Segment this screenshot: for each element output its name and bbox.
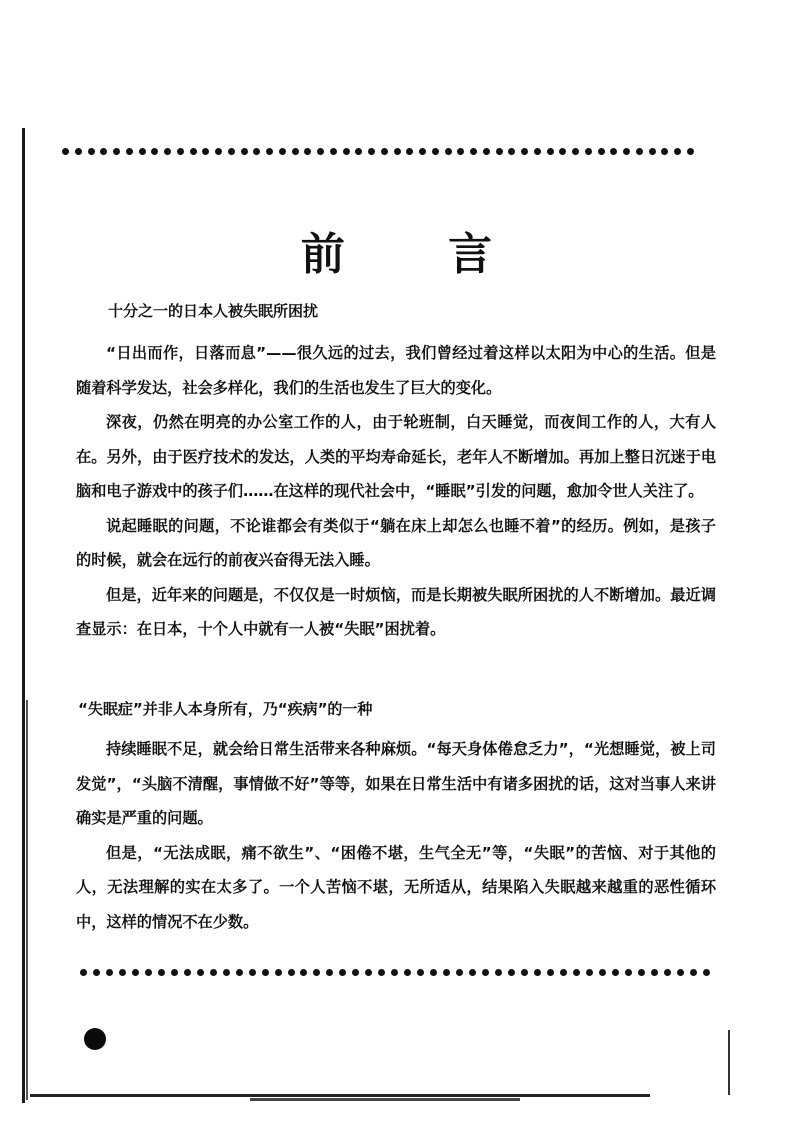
- divider-dot: [406, 148, 413, 155]
- section2-body: [76, 732, 716, 939]
- divider-dot: [638, 969, 645, 976]
- divider-dot: [612, 969, 619, 976]
- divider-dot: [417, 969, 424, 976]
- divider-dot: [292, 148, 299, 155]
- divider-dot: [610, 148, 617, 155]
- divider-dot: [547, 148, 554, 155]
- divider-dot: [317, 148, 324, 155]
- divider-dot: [482, 969, 489, 976]
- divider-dot: [636, 148, 643, 155]
- divider-dot: [560, 969, 567, 976]
- divider-dot: [470, 148, 477, 155]
- divider-dot: [586, 969, 593, 976]
- divider-dot: [132, 969, 139, 976]
- divider-dot: [210, 969, 217, 976]
- divider-dot: [228, 148, 235, 155]
- divider-dot: [419, 148, 426, 155]
- divider-dot: [326, 969, 333, 976]
- divider-dot: [80, 969, 87, 976]
- divider-dot: [457, 148, 464, 155]
- divider-dot: [404, 969, 411, 976]
- divider-dot: [151, 148, 158, 155]
- divider-dot: [236, 969, 243, 976]
- divider-dot: [365, 969, 372, 976]
- bottom-dot-divider: [80, 967, 710, 977]
- divider-dot: [215, 148, 222, 155]
- divider-dot: [262, 969, 269, 976]
- divider-dot: [677, 969, 684, 976]
- divider-dot: [241, 148, 248, 155]
- divider-dot: [352, 969, 359, 976]
- divider-dot: [88, 148, 95, 155]
- divider-dot: [378, 969, 385, 976]
- top-dot-divider: [62, 146, 694, 156]
- divider-dot: [330, 148, 337, 155]
- page-title: 前 言: [300, 229, 537, 280]
- divider-dot: [139, 148, 146, 155]
- divider-dot: [649, 148, 656, 155]
- divider-dot: [113, 148, 120, 155]
- divider-dot: [559, 148, 566, 155]
- divider-dot: [381, 148, 388, 155]
- divider-dot: [100, 148, 107, 155]
- page-edge-bottom-shadow: [250, 1098, 520, 1101]
- divider-dot: [495, 969, 502, 976]
- divider-dot: [62, 148, 69, 155]
- divider-dot: [266, 148, 273, 155]
- page-corner-dot: [84, 1028, 106, 1050]
- divider-dot: [456, 969, 463, 976]
- section2-heading: “失眠症”并非人本身所有，乃“疾病”的一种: [78, 700, 373, 718]
- divider-dot: [288, 969, 295, 976]
- divider-dot: [443, 969, 450, 976]
- divider-dot: [177, 148, 184, 155]
- divider-dot: [432, 148, 439, 155]
- divider-dot: [145, 969, 152, 976]
- section1-body: [76, 336, 716, 647]
- divider-dot: [202, 148, 209, 155]
- divider-dot: [253, 148, 260, 155]
- divider-dot: [300, 969, 307, 976]
- divider-dot: [368, 148, 375, 155]
- divider-dot: [445, 148, 452, 155]
- divider-dot: [573, 969, 580, 976]
- divider-dot: [599, 969, 606, 976]
- divider-dot: [585, 148, 592, 155]
- divider-dot: [496, 148, 503, 155]
- divider-dot: [674, 148, 681, 155]
- divider-dot: [223, 969, 230, 976]
- divider-dot: [394, 148, 401, 155]
- divider-dot: [164, 148, 171, 155]
- divider-dot: [703, 969, 710, 976]
- divider-dot: [184, 969, 191, 976]
- divider-dot: [343, 148, 350, 155]
- divider-dot: [275, 969, 282, 976]
- divider-dot: [651, 969, 658, 976]
- paragraph: 但是，“无法成眠，痛不欲生”、“困倦不堪，生气全无”等，“失眠”的苦恼、对于其他的人，无法理解的实在太多了。一个人苦恼不堪，无所适从，结果陷入失眠越来越重的恶性循环中，这样的情况不在少数。: [76, 843, 716, 931]
- divider-dot: [534, 969, 541, 976]
- divider-dot: [391, 969, 398, 976]
- page-edge-bottom: [30, 1094, 650, 1097]
- divider-dot: [547, 969, 554, 976]
- divider-dot: [249, 969, 256, 976]
- divider-dot: [661, 148, 668, 155]
- divider-dot: [339, 969, 346, 976]
- divider-dot: [625, 969, 632, 976]
- paragraph: 说起睡眠的问题，不论谁都会有类似于“躺在床上却怎么也睡不着”的经历。例如，是孩子的时候，就会在远行的前夜兴奋得无法入睡。: [76, 516, 716, 569]
- divider-dot: [304, 148, 311, 155]
- divider-dot: [534, 148, 541, 155]
- divider-dot: [158, 969, 165, 976]
- divider-dot: [430, 969, 437, 976]
- divider-dot: [508, 148, 515, 155]
- divider-dot: [126, 148, 133, 155]
- divider-dot: [355, 148, 362, 155]
- divider-dot: [598, 148, 605, 155]
- section1-heading: 十分之一的日本人被失眠所困扰: [108, 302, 319, 320]
- divider-dot: [521, 148, 528, 155]
- divider-dot: [279, 148, 286, 155]
- divider-dot: [313, 969, 320, 976]
- divider-dot: [469, 969, 476, 976]
- page-edge-left-shadow: [26, 700, 28, 1100]
- divider-dot: [75, 148, 82, 155]
- divider-dot: [190, 148, 197, 155]
- divider-dot: [521, 969, 528, 976]
- divider-dot: [106, 969, 113, 976]
- divider-dot: [687, 148, 694, 155]
- divider-dot: [690, 969, 697, 976]
- divider-dot: [664, 969, 671, 976]
- divider-dot: [508, 969, 515, 976]
- divider-dot: [572, 148, 579, 155]
- divider-dot: [119, 969, 126, 976]
- paragraph: 深夜，仍然在明亮的办公室工作的人，由于轮班制，白天睡觉，而夜间工作的人，大有人在。另外，由于医疗技术的发达，人类的平均寿命延长，老年人不断增加。再加上整日沉迷于电脑和电子游戏中的孩子们……在这样的现代社会中，“睡眠”引发的问题，愈加令世人关注了。: [76, 413, 716, 500]
- page-edge-right-mark: [728, 1030, 730, 1095]
- divider-dot: [93, 969, 100, 976]
- divider-dot: [197, 969, 204, 976]
- divider-dot: [483, 148, 490, 155]
- paragraph: 但是，近年来的问题是，不仅仅是一时烦恼，而是长期被失眠所困扰的人不断增加。最近调查显示：在日本，十个人中就有一人被“失眠”困扰着。: [76, 585, 716, 638]
- divider-dot: [171, 969, 178, 976]
- paragraph: 持续睡眠不足，就会给日常生活带来各种麻烦。“每天身体倦怠乏力”，“光想睡觉，被上司发觉”，“头脑不清醒，事情做不好”等等，如果在日常生活中有诸多困扰的话，这对当事人来讲确实是严重的问题。: [76, 740, 716, 827]
- paragraph: “日出而作，日落而息”——很久远的过去，我们曾经过着这样以太阳为中心的生活。但是随着科学发达，社会多样化，我们的生活也发生了巨大的变化。: [76, 344, 716, 397]
- divider-dot: [623, 148, 630, 155]
